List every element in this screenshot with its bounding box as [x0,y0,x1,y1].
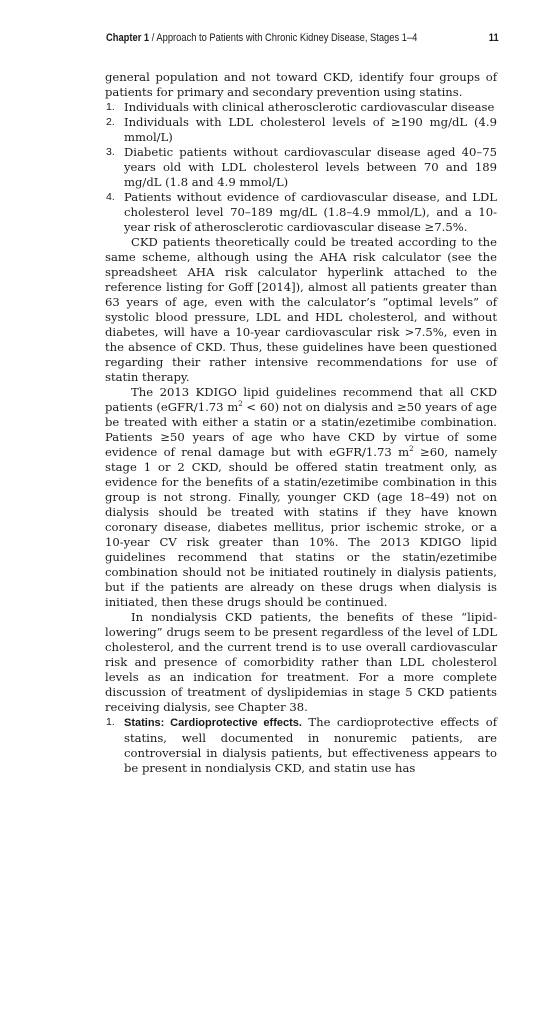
list-item [105,100,497,115]
superscript: 2 [409,445,414,454]
list-item [105,715,497,776]
list-item-text: Individuals with LDL cholesterol levels of ≥190 mg/dL (4.9 mmol/L) [124,115,497,144]
running-header [106,32,499,50]
list-item-text: Individuals with clinical atherosclerotic cardiovascular disease [124,100,495,114]
list-item-text: Diabetic patients without cardiovascular disease aged 40–75 years old with LDL cholesterol levels between 70 and 189 mg/dL (1.8 and 4.9 mmol/L) [124,145,497,189]
runin-heading: Statins: Cardioprotective effects. [124,717,302,729]
kdigo-text-part-3: ≥60, namely stage 1 or 2 CKD, should be offered statin treatment only, as evidence for the benefits of a statin/ezetimibe combination in this group is not strong. Finally, younger CKD (age 18–49) not on dialysis should be treated with statins if they have known coronary disease, diabetes mellitus, prior ischemic stroke, or a 10-year CV risk greater than 10%. The 2013 KDIGO lipid guidelines recommend that statins or the statin/ezetimibe combination should not be initiated routinely in dialysis patients, but if the patients are already on these drugs when dialysis is initiated, then these drugs should be continued. [105,445,498,609]
ckd-paragraph: CKD patients theoretically could be treated according to the same scheme, although using the AHA risk calculator (see the spreadsheet AHA risk calculator hyperlink attached to the reference listing for Goff [2014]), almost all patients greater than 63 years of age, even with the calculator’s “optimal levels” of systolic blood pressure, LDL and HDL cholesterol, and without diabetes, will have a 10-year cardiovascular risk >7.5%, even in the absence of CKD. Thus, these guidelines have been questioned regarding their rather intensive recommendations for use of statin therapy. [105,235,497,384]
page-number: 11 [488,32,499,44]
intro-paragraph: general population and not toward CKD, identify four groups of patients for primary and secondary prevention using statins. [105,70,497,99]
list-number: 4. [106,191,115,203]
treatment-list [105,715,497,776]
patient-groups-list [105,100,497,235]
header-separator: / [149,32,157,44]
list-item-text: The cardioprotective effects of statins, well documented in nonuremic patients, are controversial in dialysis patients, but effectiveness appears to be present in nondialysis CKD, and statin use has [124,715,497,775]
kdigo-text-part-1: The 2013 KDIGO lipid guidelines recommend that all CKD patients (eGFR/1.73 m [105,385,497,414]
list-item-text: Patients without evidence of cardiovascular disease, and LDL cholesterol level 70–189 mg/dL (1.8–4.9 mmol/L), and a 10-year risk of atherosclerotic cardiovascular disease ≥7.5%. [124,190,497,234]
list-item [105,115,497,145]
list-number: 1. [106,716,115,728]
list-number: 1. [106,101,115,113]
superscript: 2 [238,400,243,409]
list-number: 2. [106,116,115,128]
chapter-title: Approach to Patients with Chronic Kidney Disease, Stages 1–4 [156,32,418,44]
nondialysis-paragraph: In nondialysis CKD patients, the benefits of these “lipid-lowering” drugs seem to be present regardless of the level of LDL cholesterol, and the current trend is to use overall cardiovascular risk and presence of comorbidity rather than LDL cholesterol levels as an indication for treatment. For a more complete discussion of treatment of dyslipidemias in stage 5 CKD patients receiving dialysis, see Chapter 38. [105,610,497,714]
page-body [105,70,497,776]
list-number: 3. [106,146,115,158]
kdigo-text-part-2: < 60) not on dialysis and ≥50 years of age be treated with either a statin or a statin/ezetimibe combination. Patients ≥50 years of age who have CKD by virtue of some evidence of renal damage but with eGFR/1.73 m [105,400,497,459]
list-item [105,190,497,235]
chapter-label: Chapter 1 [106,32,150,44]
kdigo-paragraph [105,385,497,610]
list-item [105,145,497,190]
